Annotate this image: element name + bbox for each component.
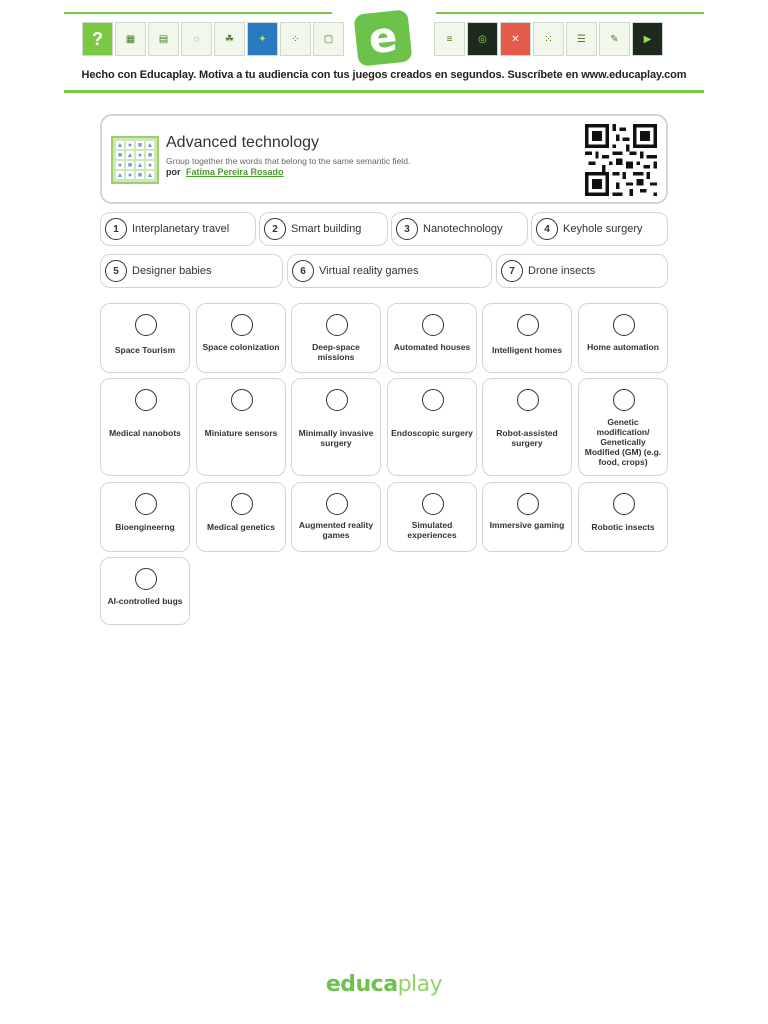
banner-bottom-line xyxy=(64,90,704,93)
logo-letter: e xyxy=(366,11,400,64)
word-label: Endoscopic surgery xyxy=(391,428,473,438)
qr-code-icon xyxy=(585,124,657,196)
word-card[interactable] xyxy=(578,303,668,373)
word-card[interactable] xyxy=(578,378,668,476)
word-label: Robot-assisted surgery xyxy=(496,428,558,448)
word-card[interactable] xyxy=(291,482,381,552)
category-number: 2 xyxy=(264,218,286,240)
quiz-icon: ✕ xyxy=(500,22,531,56)
category-label: Virtual reality games xyxy=(319,265,419,277)
word-label: Robotic insects xyxy=(591,522,655,532)
word-label: Bioengineerng xyxy=(115,522,175,532)
category-label: Interplanetary travel xyxy=(132,223,230,235)
activity-title: Advanced technology xyxy=(166,134,319,151)
category-label: Smart building xyxy=(291,223,362,235)
answer-circle-icon[interactable] xyxy=(422,389,444,411)
word-card[interactable] xyxy=(196,378,286,476)
answer-circle-icon[interactable] xyxy=(135,568,157,590)
category-number: 7 xyxy=(501,260,523,282)
category-label: Keyhole surgery xyxy=(563,223,643,235)
writing-icon: ✎ xyxy=(599,22,630,56)
tagline: Hecho con Educaplay. Motiva a tu audiencia con tus juegos creados en segundos. Suscríbete en www.educaplay.com xyxy=(81,69,687,81)
word-label: Genetic modification/ Genetically Modified (GM) (e.g. food, crops) xyxy=(584,417,662,467)
word-card[interactable] xyxy=(482,378,572,476)
word-card[interactable] xyxy=(387,482,477,552)
footer-brand-educa: educa xyxy=(325,972,398,997)
word-card[interactable] xyxy=(196,303,286,373)
header-banner xyxy=(64,12,704,94)
activity-card xyxy=(100,114,668,204)
category-5 xyxy=(100,254,283,288)
answer-circle-icon[interactable] xyxy=(613,493,635,515)
checklist-icon: ☰ xyxy=(566,22,597,56)
word-card[interactable] xyxy=(387,378,477,476)
answer-circle-icon[interactable] xyxy=(326,389,348,411)
crossword-icon: ▦ xyxy=(115,22,146,56)
category-number: 1 xyxy=(105,218,127,240)
answer-circle-icon[interactable] xyxy=(613,389,635,411)
word-card[interactable] xyxy=(196,482,286,552)
word-label: Miniature sensors xyxy=(204,428,278,438)
answer-circle-icon[interactable] xyxy=(326,493,348,515)
category-7 xyxy=(496,254,668,288)
answer-circle-icon[interactable] xyxy=(326,314,348,336)
word-card[interactable] xyxy=(578,482,668,552)
word-label: Home automation xyxy=(587,342,659,352)
answer-circle-icon[interactable] xyxy=(517,389,539,411)
word-card[interactable] xyxy=(100,557,190,625)
dialog-icon: ◌ xyxy=(181,22,212,56)
category-label: Designer babies xyxy=(132,265,212,277)
word-label: Medical nanobots xyxy=(109,428,181,438)
word-label: Augmented reality games xyxy=(298,520,374,540)
answer-circle-icon[interactable] xyxy=(135,314,157,336)
category-6 xyxy=(287,254,492,288)
question-icon: ? xyxy=(82,22,113,56)
answer-circle-icon[interactable] xyxy=(422,493,444,515)
alphabet-wheel-icon: ◎ xyxy=(467,22,498,56)
map-icon: ✦ xyxy=(247,22,278,56)
category-3 xyxy=(391,212,528,246)
category-number: 5 xyxy=(105,260,127,282)
answer-circle-icon[interactable] xyxy=(231,389,253,411)
game-icons-right xyxy=(434,22,663,56)
word-label: Deep-space missions xyxy=(312,342,360,362)
word-label: Automated houses xyxy=(393,342,471,352)
answer-circle-icon[interactable] xyxy=(231,314,253,336)
educaplay-logo-icon xyxy=(353,9,412,66)
word-card[interactable] xyxy=(100,482,190,552)
word-card[interactable] xyxy=(482,482,572,552)
game-icons-left xyxy=(82,22,344,56)
video-quiz-icon: ▶ xyxy=(632,22,663,56)
word-card[interactable] xyxy=(387,303,477,373)
category-label: Drone insects xyxy=(528,265,596,277)
category-4 xyxy=(531,212,668,246)
answer-circle-icon[interactable] xyxy=(517,493,539,515)
word-label: Minimally invasive surgery xyxy=(298,428,374,448)
footer-brand-play: play xyxy=(397,972,443,997)
category-number: 3 xyxy=(396,218,418,240)
word-card[interactable] xyxy=(291,378,381,476)
word-label: Immersive gaming xyxy=(489,520,565,530)
word-label: Simulated experiences xyxy=(407,520,457,540)
word-card[interactable] xyxy=(100,378,190,476)
category-number: 4 xyxy=(536,218,558,240)
answer-circle-icon[interactable] xyxy=(517,314,539,336)
author-prefix: por xyxy=(166,167,181,177)
word-card[interactable] xyxy=(291,303,381,373)
answer-circle-icon[interactable] xyxy=(135,493,157,515)
category-1 xyxy=(100,212,256,246)
word-label: Medical genetics xyxy=(206,522,276,532)
answer-circle-icon[interactable] xyxy=(613,314,635,336)
word-card[interactable] xyxy=(482,303,572,373)
frog-icon: ☘ xyxy=(214,22,245,56)
puzzle-icon: ▤ xyxy=(148,22,179,56)
word-label: Space colonization xyxy=(202,342,280,352)
word-label: Space Tourism xyxy=(114,345,176,355)
memory-icon: ▢ xyxy=(313,22,344,56)
activity-thumbnail-icon: ▲ ● ■ ▲ ■ ▲ ● ■ ● ■ ▲ ● ▲ ● ■ ▲ xyxy=(111,136,159,184)
answer-circle-icon[interactable] xyxy=(231,493,253,515)
word-search-icon: ⁘ xyxy=(280,22,311,56)
answer-circle-icon[interactable] xyxy=(135,389,157,411)
author-link[interactable]: Fatima Pereira Rosado xyxy=(186,167,284,177)
category-number: 6 xyxy=(292,260,314,282)
word-card[interactable] xyxy=(100,303,190,373)
answer-circle-icon[interactable] xyxy=(422,314,444,336)
category-label: Nanotechnology xyxy=(423,223,503,235)
category-2 xyxy=(259,212,388,246)
footer-logo xyxy=(0,972,768,997)
activity-description: Group together the words that belong to the same semantic field. xyxy=(166,156,411,166)
word-label: Intelligent homes xyxy=(492,345,562,355)
pairs-icon: ≡ xyxy=(434,22,465,56)
letter-soup-icon: ⁙ xyxy=(533,22,564,56)
word-label: AI-controlled bugs xyxy=(107,596,183,606)
activity-author xyxy=(166,167,284,177)
